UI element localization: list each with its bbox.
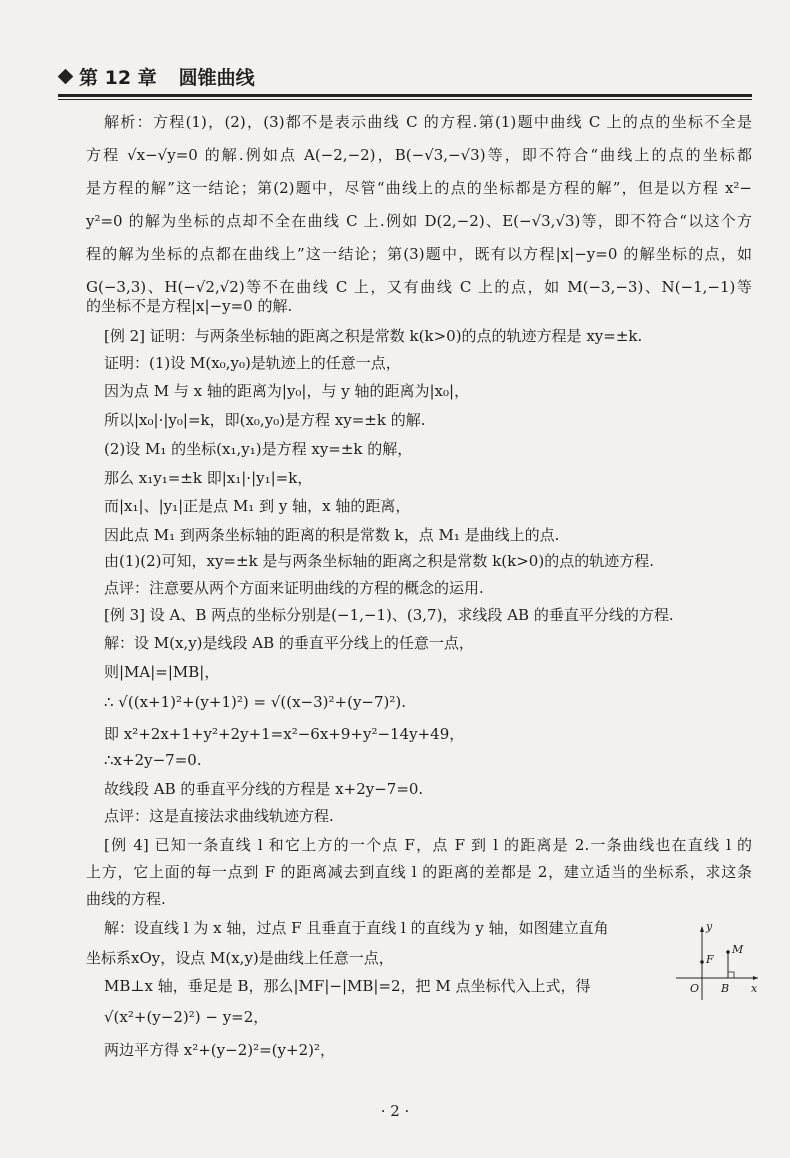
text-line: 坐标系xOy，设点 M(x,y)是曲线上任意一点， [86,949,394,967]
text-line: 证明：(1)设 M(x₀,y₀)是轨迹上的任意一点， [104,354,401,372]
text-line: 因为点 M 与 x 轴的距离为|y₀|，与 y 轴的距离为|x₀|， [104,382,470,400]
text-line: 方程 √x−√y=0 的解.例如点 A(−2,−2)，B(−√3,−√3)等，即不符合“曲线上的点的坐标都 [86,146,752,164]
x-axis-arrow [753,976,758,980]
text-line: 两边平方得 x²+(y−2)²=(y+2)²， [104,1041,335,1059]
text-line: 由(1)(2)可知，xy=±k 是与两条坐标轴的距离之积是常数 k(k>0)的点的轨迹方程. [104,552,654,570]
y-axis-label: y [706,922,713,933]
text-line: 曲线的方程. [86,890,166,908]
chapter-title: 圆锥曲线 [178,66,255,89]
text-line: 的坐标不是方程|x|−y=0 的解. [86,297,293,315]
point-m [726,950,730,954]
focus-point [700,960,704,964]
comment-line: 点评：注意要从两个方面来证明曲线的方程的概念的运用. [104,579,484,597]
text-line: 是方程的解”这一结论；第(2)题中，尽管“曲线上的点的坐标都是方程的解”，但是以方程 x²− [86,179,752,197]
x-axis-label: x [751,982,758,995]
text-line: 则|MA|=|MB|， [104,663,220,681]
text-line: y²=0 的解为坐标的点却不全在曲线 C 上.例如 D(2,−2)、E(−√3,√3)等，即不符合“以这个方 [86,212,752,230]
text-line: 故线段 AB 的垂直平分线的方程是 x+2y−7=0. [104,780,424,798]
text-line: 程的解为坐标的点都在曲线上”这一结论；第(3)题中，既有以方程|x|−y=0 的解坐标的点，如 [86,245,752,263]
example-heading: [例 2] 证明：与两条坐标轴的距离之积是常数 k(k>0)的点的轨迹方程是 xy=±k. [104,327,643,345]
origin-label: O [690,982,700,995]
text-line: 上方，它上面的每一点到 F 的距离减去到直线 l 的距离的差都是 2，建立适当的坐标系，求这条 [86,863,752,881]
y-axis-arrow [700,926,704,932]
text-line: 即 x²+2x+1+y²+2y+1=x²−6x+9+y²−14y+49， [104,725,465,743]
formula-line: ∴ √((x+1)²+(y+1)²) = √((x−3)²+(y−7)²). [104,693,407,711]
text-line: 解：设 M(x,y)是线段 AB 的垂直平分线上的任意一点， [104,634,474,652]
example-heading: [例 4] 已知一条直线 l 和它上方的一个点 F，点 F 到 l 的距离是 2.一条曲线也在直线 l 的 [104,836,752,854]
right-angle-mark [728,972,734,978]
header-rule-thin [58,99,752,100]
text-line: 解：设直线 l 为 x 轴，过点 F 且垂直于直线 l 的直线为 y 轴，如图建立直角 [104,919,609,937]
page-number: · 2 · [380,1102,410,1120]
point-m-label: M [732,943,744,956]
text-line: G(−3,3)、H(−√2,√2)等不在曲线 C 上，又有曲线 C 上的点，如 M(−3,−3)、N(−1,−1)等 [86,278,752,296]
focus-label: F [706,953,714,966]
text-line: 所以|x₀|·|y₀|=k，即(x₀,y₀)是方程 xy=±k 的解. [104,411,426,429]
text-line: (2)设 M₁ 的坐标(x₁,y₁)是方程 xy=±k 的解， [104,440,413,458]
formula-line: √(x²+(y−2)²) − y=2， [104,1008,269,1026]
coordinate-figure [672,922,762,1004]
comment-line: 点评：这是直接法求曲线轨迹方程. [104,807,334,825]
text-line: 而|x₁|、|y₁|正是点 M₁ 到 y 轴，x 轴的距离， [104,497,411,515]
example-heading: [例 3] 设 A、B 两点的坐标分别是(−1,−1)、(3,7)，求线段 AB 的垂直平分线的方程. [104,606,674,624]
chapter-header [60,58,750,94]
point-b-label: B [721,982,730,995]
text-line: 因此点 M₁ 到两条坐标轴的距离的积是常数 k，点 M₁ 是曲线上的点. [104,526,560,544]
diamond-icon [58,68,74,84]
chapter-number: 第 12 章 [79,66,157,89]
text-line: 那么 x₁y₁=±k 即|x₁|·|y₁|=k， [104,469,313,487]
text-line: 解析：方程(1)，(2)，(3)都不是表示曲线 C 的方程.第(1)题中曲线 C 上的点的坐标不全是 [104,113,752,131]
header-rule [58,94,752,97]
text-line: MB⊥x 轴，垂足是 B，那么|MF|−|MB|=2，把 M 点坐标代入上式，得 [104,977,591,995]
text-line: ∴x+2y−7=0. [104,751,202,769]
